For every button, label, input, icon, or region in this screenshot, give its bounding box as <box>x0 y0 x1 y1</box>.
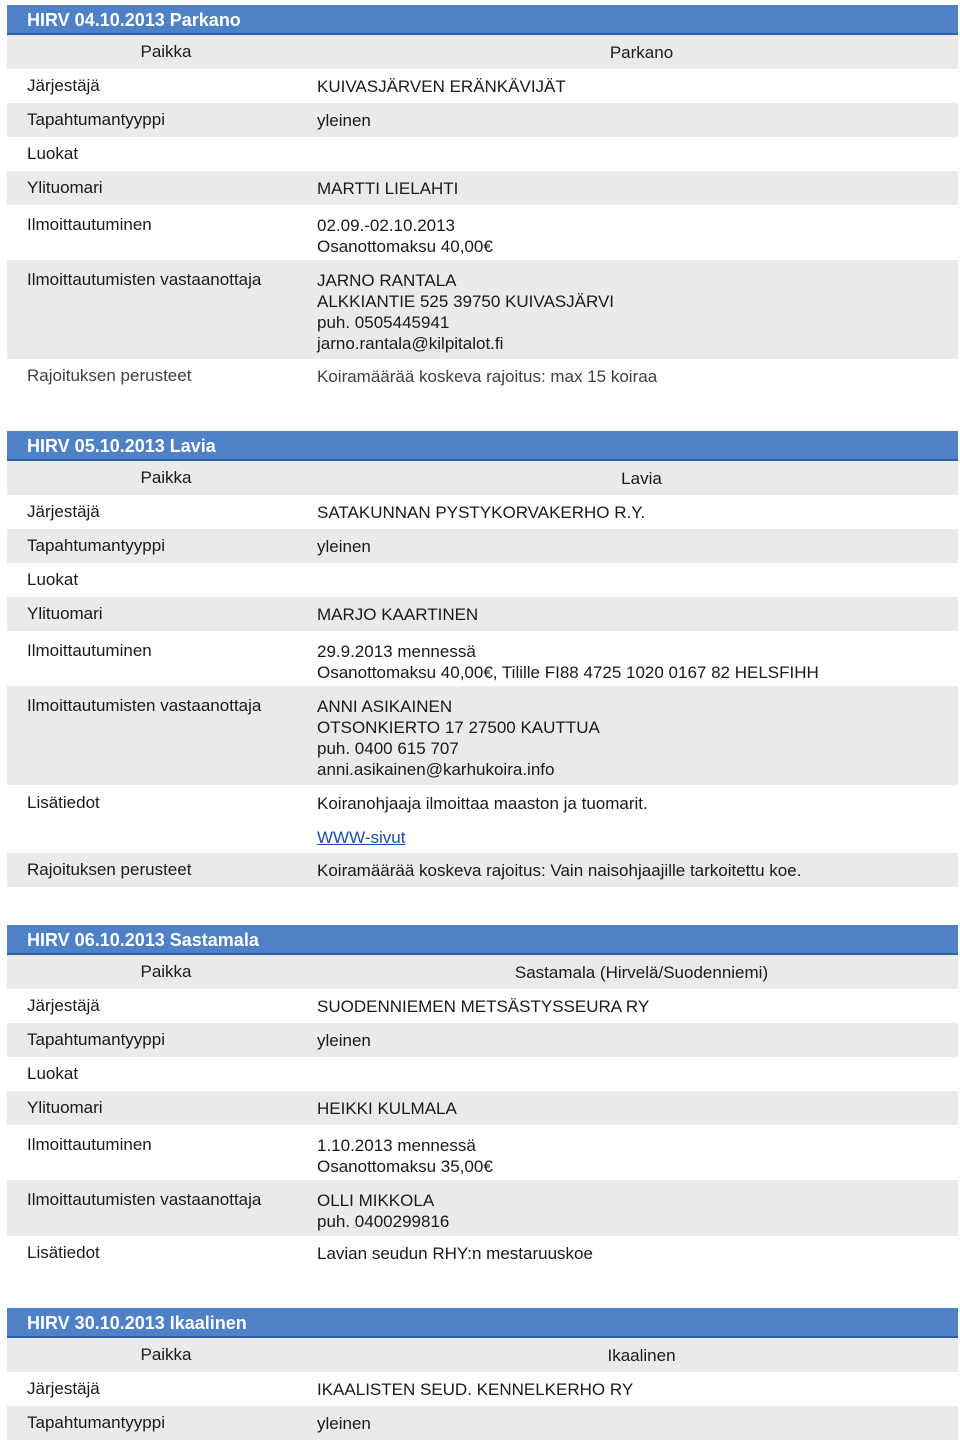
restriction-label: Rajoituksen perusteet <box>27 366 192 385</box>
place-value: Ikaalinen <box>607 1345 676 1365</box>
classes-label: Luokat <box>27 144 79 163</box>
registration-fee: Osanottomaksu 40,00€ <box>317 237 493 256</box>
type-row <box>7 103 958 137</box>
judge-row <box>7 597 958 631</box>
place-value: Parkano <box>609 42 674 62</box>
info-value <box>297 793 648 848</box>
event-lavia <box>7 431 958 887</box>
judge-value: HEIKKI KULMALA <box>317 1098 457 1118</box>
organizer-row <box>7 69 958 103</box>
receiver-row <box>7 1180 958 1236</box>
event-title: HIRV 30.10.2013 Ikaalinen <box>7 1308 958 1338</box>
judge-label: Ylituomari <box>27 178 103 197</box>
type-label: Tapahtumantyyppi <box>27 110 165 129</box>
registration-row <box>7 631 958 686</box>
place-label: Paikka <box>140 1345 192 1364</box>
registration-fee: Osanottomaksu 40,00€, Tilille FI88 4725 1020 0167 82 HELSFIHH <box>317 663 819 682</box>
place-row <box>7 1338 958 1372</box>
registration-label: Ilmoittautuminen <box>27 215 152 234</box>
registration-dates: 1.10.2013 mennessä <box>317 1136 476 1155</box>
classes-label: Luokat <box>27 570 79 589</box>
registration-label: Ilmoittautuminen <box>27 1135 152 1154</box>
organizer-row <box>7 1372 958 1406</box>
receiver-label: Ilmoittautumisten vastaanottaja <box>27 270 262 289</box>
place-label: Paikka <box>140 468 192 487</box>
type-label: Tapahtumantyyppi <box>27 1413 165 1432</box>
type-value: yleinen <box>317 536 371 556</box>
registration-row <box>7 205 958 260</box>
receiver-label: Ilmoittautumisten vastaanottaja <box>27 696 262 715</box>
registration-value <box>297 215 493 257</box>
type-row <box>7 1023 958 1057</box>
registration-label: Ilmoittautuminen <box>27 641 152 660</box>
receiver-phone: puh. 0400 615 707 <box>317 739 459 758</box>
event-parkano <box>7 5 958 393</box>
organizer-row <box>7 495 958 529</box>
judge-value: MARTTI LIELAHTI <box>317 178 459 198</box>
place-label: Paikka <box>140 962 192 981</box>
restriction-row <box>7 853 958 887</box>
type-label: Tapahtumantyyppi <box>27 536 165 555</box>
restriction-value: Koiramäärää koskeva rajoitus: Vain naisohjaajille tarkoitettu koe. <box>317 860 802 880</box>
type-value: yleinen <box>317 1030 371 1050</box>
receiver-email[interactable]: anni.asikainen@karhukoira.info <box>317 760 555 779</box>
type-label: Tapahtumantyyppi <box>27 1030 165 1049</box>
place-row <box>7 955 958 989</box>
info-label: Lisätiedot <box>27 793 100 812</box>
organizer-row <box>7 989 958 1023</box>
event-title: HIRV 04.10.2013 Parkano <box>7 5 958 35</box>
event-title: HIRV 05.10.2013 Lavia <box>7 431 958 461</box>
registration-dates: 02.09.-02.10.2013 <box>317 216 456 235</box>
organizer-value: SATAKUNNAN PYSTYKORVAKERHO R.Y. <box>317 502 646 522</box>
classes-label: Luokat <box>27 1064 79 1083</box>
receiver-value <box>297 1190 449 1232</box>
organizer-value: IKAALISTEN SEUD. KENNELKERHO RY <box>317 1379 634 1399</box>
classes-row <box>7 137 958 171</box>
receiver-email[interactable]: jarno.rantala@kilpitalot.fi <box>317 334 504 353</box>
type-value: yleinen <box>317 1413 371 1433</box>
organizer-label: Järjestäjä <box>27 502 100 521</box>
receiver-row <box>7 260 958 359</box>
restriction-row <box>7 359 958 393</box>
info-row <box>7 1236 958 1270</box>
place-value: Sastamala (Hirvelä/Suodenniemi) <box>514 962 769 982</box>
receiver-address: ALKKIANTIE 525 39750 KUIVASJÄRVI <box>317 292 615 311</box>
receiver-name: JARNO RANTALA <box>317 271 457 290</box>
info-text: Koiranohjaaja ilmoittaa maaston ja tuomarit. <box>317 794 648 813</box>
receiver-value <box>297 270 614 354</box>
organizer-value: SUODENNIEMEN METSÄSTYSSEURA RY <box>317 996 650 1016</box>
www-link[interactable]: WWW-sivut <box>317 828 406 847</box>
info-label: Lisätiedot <box>27 1243 100 1262</box>
organizer-label: Järjestäjä <box>27 76 100 95</box>
event-ikaalinen <box>7 1308 958 1440</box>
place-row <box>7 35 958 69</box>
receiver-phone: puh. 0400299816 <box>317 1212 450 1231</box>
receiver-address: OTSONKIERTO 17 27500 KAUTTUA <box>317 718 600 737</box>
organizer-label: Järjestäjä <box>27 996 100 1015</box>
receiver-row <box>7 686 958 785</box>
type-value: yleinen <box>317 110 371 130</box>
event-title: HIRV 06.10.2013 Sastamala <box>7 925 958 955</box>
place-label: Paikka <box>140 42 192 61</box>
receiver-label: Ilmoittautumisten vastaanottaja <box>27 1190 262 1209</box>
organizer-value: KUIVASJÄRVEN ERÄNKÄVIJÄT <box>317 76 566 96</box>
judge-label: Ylituomari <box>27 1098 103 1117</box>
judge-value: MARJO KAARTINEN <box>317 604 479 624</box>
classes-row <box>7 563 958 597</box>
receiver-phone: puh. 0505445941 <box>317 313 450 332</box>
registration-fee: Osanottomaksu 35,00€ <box>317 1157 493 1176</box>
receiver-name: OLLI MIKKOLA <box>317 1191 435 1210</box>
restriction-label: Rajoituksen perusteet <box>27 860 192 879</box>
info-value: Lavian seudun RHY:n mestaruuskoe <box>317 1243 593 1263</box>
place-row <box>7 461 958 495</box>
restriction-value: Koiramäärää koskeva rajoitus: max 15 koiraa <box>317 366 658 386</box>
organizer-label: Järjestäjä <box>27 1379 100 1398</box>
type-row <box>7 529 958 563</box>
judge-row <box>7 171 958 205</box>
registration-value <box>297 641 819 683</box>
registration-value <box>297 1135 493 1177</box>
judge-label: Ylituomari <box>27 604 103 623</box>
receiver-value <box>297 696 600 780</box>
registration-dates: 29.9.2013 mennessä <box>317 642 476 661</box>
registration-row <box>7 1125 958 1180</box>
info-row <box>7 785 958 853</box>
type-row <box>7 1406 958 1440</box>
judge-row <box>7 1091 958 1125</box>
receiver-name: ANNI ASIKAINEN <box>317 697 453 716</box>
place-value: Lavia <box>621 468 662 488</box>
classes-row <box>7 1057 958 1091</box>
event-sastamala <box>7 925 958 1270</box>
